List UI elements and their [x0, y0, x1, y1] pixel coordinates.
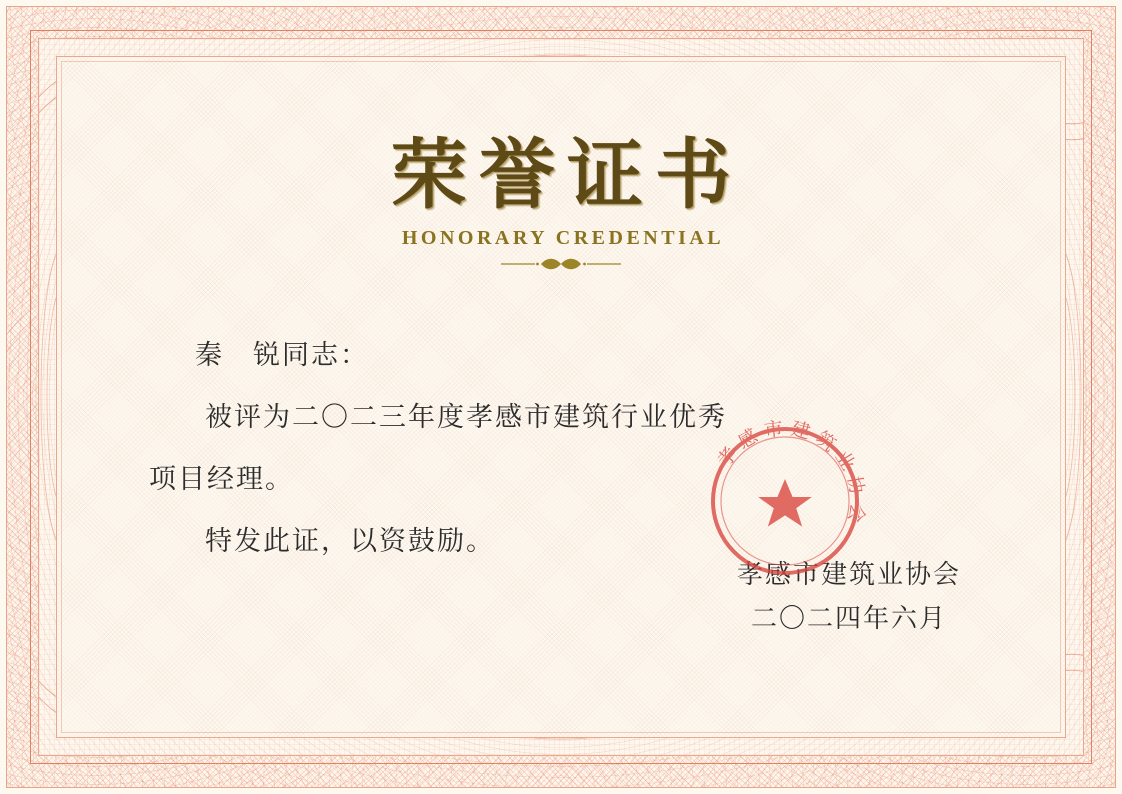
body-line-1: 被评为二〇二三年度孝感市建筑行业优秀	[205, 402, 727, 433]
signature-block	[737, 553, 961, 641]
issuer-name: 孝感市建筑业协会	[736, 560, 961, 590]
certificate-inner-panel	[56, 56, 1066, 738]
title-block	[57, 130, 1065, 276]
certificate-title-en: HONORARY CREDENTIAL	[401, 226, 725, 249]
certificate-title-zh: 荣誉证书	[391, 130, 743, 219]
body-line-2: 项目经理。	[149, 464, 294, 495]
body-line-3: 特发此证，以资鼓励。	[205, 526, 495, 557]
issue-date: 二〇二四年六月	[750, 604, 947, 634]
title-ornament-icon	[501, 257, 621, 271]
recipient-salutation: 秦 锐同志：	[195, 340, 369, 371]
certificate-body	[149, 325, 987, 573]
svg-text:孝感市建筑业协会: 孝感市建筑业协会	[713, 417, 869, 531]
